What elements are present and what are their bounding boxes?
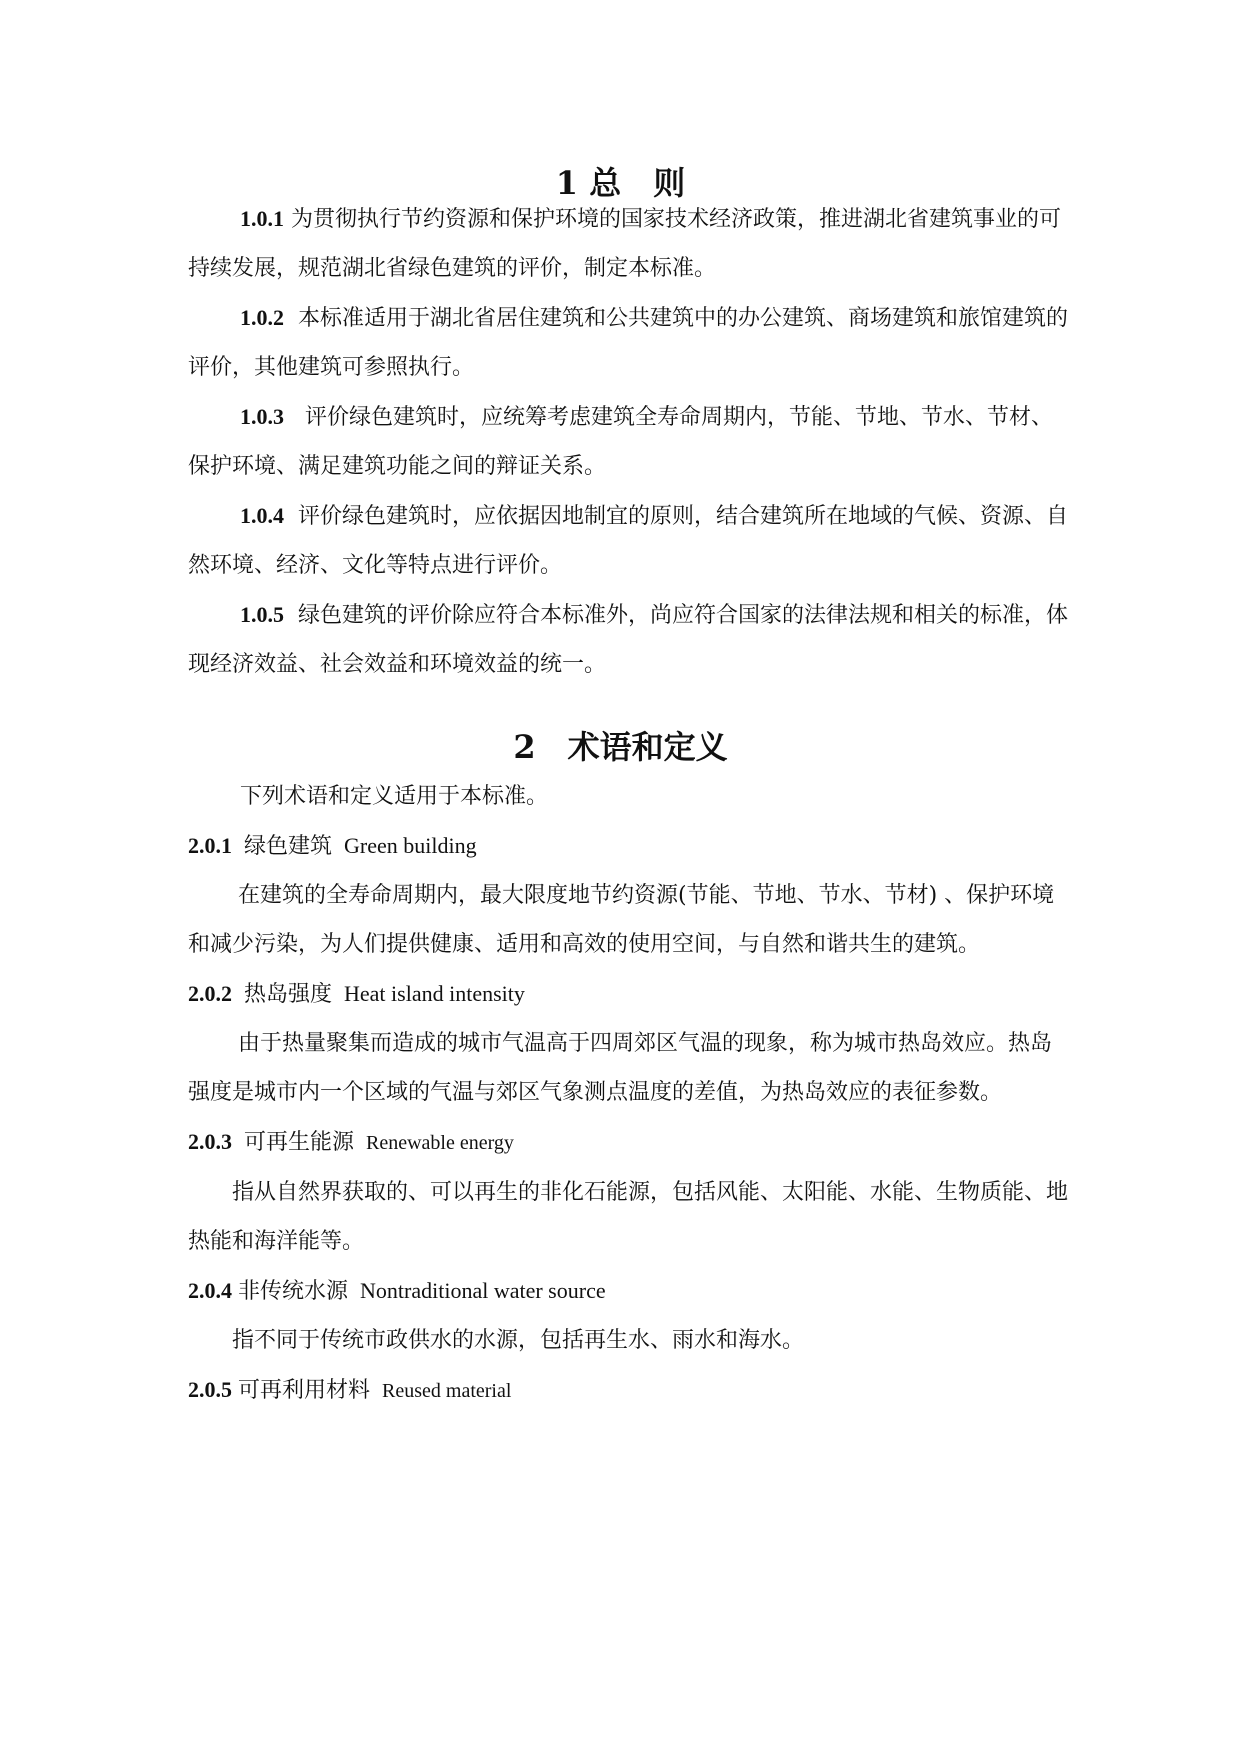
clause-number: 1.0.3 [240, 404, 284, 429]
clause-text: 评价绿色建筑时，应依据因地制宜的原则，结合建筑所在地域的气候、资源、自然环境、经济、文化等特点进行评价。 [188, 504, 1069, 578]
term-number: 2.0.2 [188, 981, 232, 1006]
term-number: 2.0.3 [188, 1129, 232, 1154]
term-cn: 非传统水源 [238, 1279, 349, 1304]
clause-number: 1.0.1 [240, 206, 284, 231]
term-2-0-2-definition: 由于热量聚集而造成的城市气温高于四周郊区气温的现象，称为城市热岛效应。热岛强度是城市内一个区域的气温与郊区气象测点温度的差值，为热岛效应的表征参数。 [188, 1031, 1053, 1105]
term-en: Reused material [382, 1380, 512, 1402]
clause-1-0-3 [188, 392, 1068, 491]
term-en: Green building [344, 833, 477, 858]
chapter-1-body [188, 194, 1068, 689]
term-2-0-3-definition: 指从自然界获取的、可以再生的非化石能源，包括风能、太阳能、水能、生物质能、地热能和海洋能等。 [188, 1180, 1069, 1254]
term-en: Heat island intensity [344, 981, 525, 1006]
clause-text: 绿色建筑的评价除应符合本标准外，尚应符合国家的法律法规和相关的标准，体现经济效益、社会效益和环境效益的统一。 [188, 603, 1069, 677]
term-cn: 可再利用材料 [238, 1378, 371, 1403]
term-2-0-5-heading [188, 1365, 1068, 1416]
term-number: 2.0.4 [188, 1278, 232, 1303]
chapter-2-body [188, 772, 1068, 1416]
clause-number: 1.0.5 [240, 602, 284, 627]
term-number: 2.0.5 [188, 1377, 232, 1402]
chapter-1-title: 1 总 则 [555, 164, 686, 202]
term-2-0-4-heading [188, 1266, 1068, 1316]
term-2-0-4-definition: 指不同于传统市政供水的水源，包括再生水、雨水和海水。 [232, 1328, 805, 1353]
clause-1-0-5 [188, 590, 1068, 689]
term-cn: 可再生能源 [244, 1130, 355, 1155]
clause-1-0-4 [188, 491, 1068, 590]
term-number: 2.0.1 [188, 833, 232, 858]
term-cn: 热岛强度 [244, 982, 333, 1007]
clause-number: 1.0.2 [240, 305, 284, 330]
clause-text: 评价绿色建筑时，应统筹考虑建筑全寿命周期内，节能、节地、节水、节材、保护环境、满足建筑功能之间的辩证关系。 [188, 405, 1053, 479]
clause-number: 1.0.4 [240, 503, 284, 528]
term-cn: 绿色建筑 [244, 834, 333, 859]
term-en: Renewable energy [366, 1132, 514, 1154]
clause-text: 为贯彻执行节约资源和保护环境的国家技术经济政策，推进湖北省建筑事业的可持续发展，规范湖北省绿色建筑的评价，制定本标准。 [188, 207, 1062, 281]
term-en: Nontraditional water source [360, 1278, 606, 1303]
chapter-2-intro: 下列术语和定义适用于本标准。 [240, 784, 549, 809]
clause-text: 本标准适用于湖北省居住建筑和公共建筑中的办公建筑、商场建筑和旅馆建筑的评价，其他建筑可参照执行。 [188, 306, 1069, 380]
term-2-0-3-heading [188, 1117, 1068, 1168]
term-2-0-2-heading [188, 969, 1068, 1019]
term-2-0-1-definition: 在建筑的全寿命周期内，最大限度地节约资源(节能、节地、节水、节材) 、保护环境和减少污染，为人们提供健康、适用和高效的使用空间，与自然和谐共生的建筑。 [188, 883, 1055, 957]
chapter-2-title: 2 术语和定义 [513, 728, 728, 766]
clause-1-0-2 [188, 293, 1068, 392]
term-2-0-1-heading [188, 821, 1068, 871]
clause-1-0-1 [188, 194, 1068, 293]
